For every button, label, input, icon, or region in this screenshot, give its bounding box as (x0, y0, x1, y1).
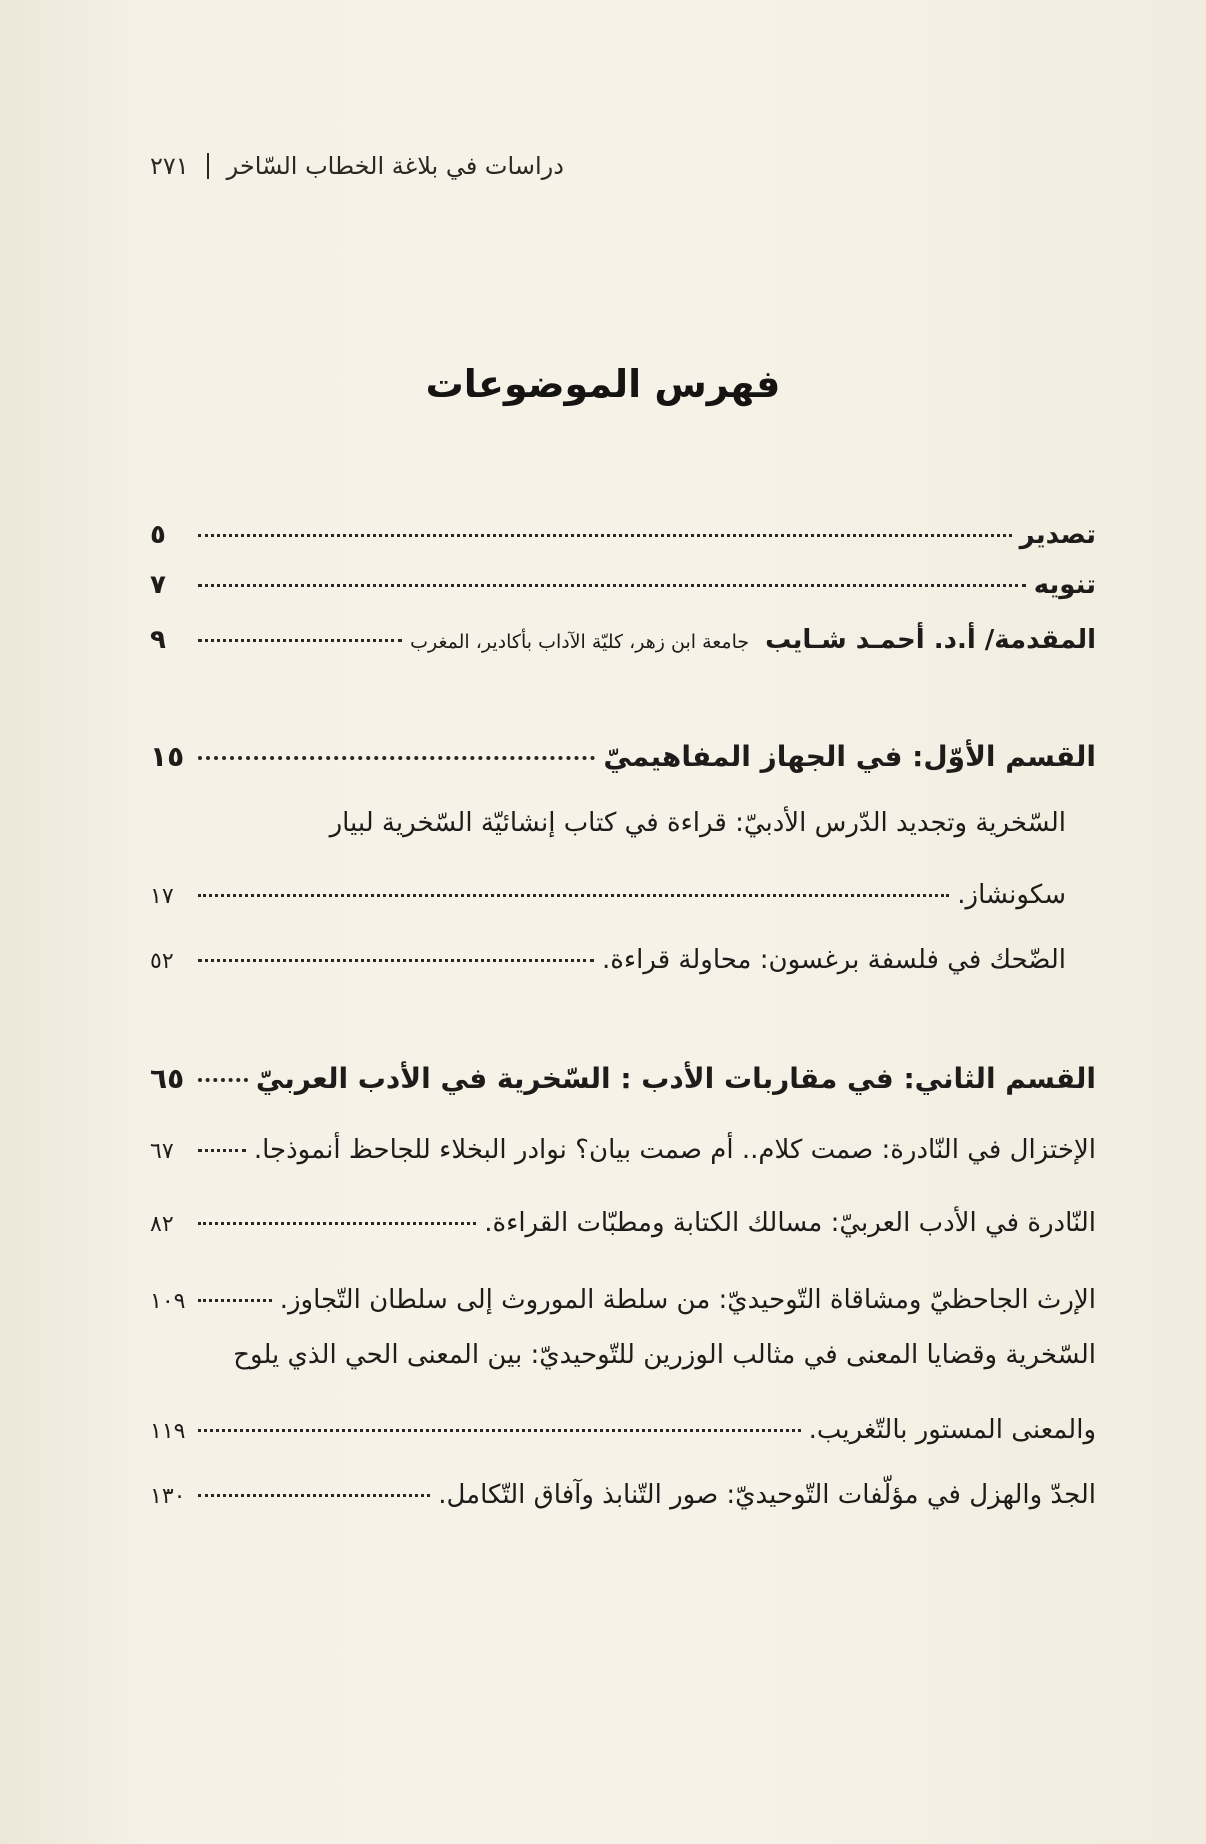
dot-leader (198, 534, 1012, 537)
toc-entry-label: تصدير (1019, 520, 1096, 550)
toc-chapter-entry[interactable] (150, 1135, 1096, 1165)
toc-chapter-entry[interactable] (150, 945, 1066, 975)
running-head-separator (207, 153, 209, 179)
toc-chapter-label: النّادرة في الأدب العربيّ: مسالك الكتابة ومطبّات القراءة. (484, 1208, 1096, 1238)
toc-chapter-label: الإختزال في النّادرة: صمت كلام.. أم صمت بيان؟ نوادر البخلاء للجاحظ أنموذجا. (253, 1135, 1096, 1165)
toc-chapter-line: السّخرية وقضايا المعنى في مثالب الوزرين للتّوحيديّ: بين المعنى الحي الذي يلوح (233, 1340, 1096, 1370)
toc-chapter-line: السّخرية وتجديد الدّرس الأدبيّ: قراءة في كتاب إنشائيّة السّخرية لبيار (329, 808, 1066, 838)
running-head (150, 152, 564, 180)
dot-leader (198, 1078, 248, 1082)
toc-chapter-entry[interactable] (150, 1208, 1096, 1238)
dot-leader (198, 1494, 430, 1497)
toc-chapter-page: ١١٩ (150, 1419, 186, 1444)
toc-chapter-entry[interactable] (150, 1415, 1096, 1445)
page-title: فهرس الموضوعات (425, 362, 781, 406)
toc-chapter-page: ١٠٩ (150, 1289, 186, 1314)
dot-leader (198, 1299, 272, 1302)
toc-chapter-label: والمعنى المستور بالتّغريب. (808, 1415, 1096, 1445)
toc-entry-page: ٥ (150, 520, 166, 550)
toc-part-heading[interactable] (150, 1062, 1096, 1095)
dot-leader (198, 1429, 801, 1432)
toc-part-heading[interactable] (150, 740, 1096, 773)
dot-leader (198, 1149, 246, 1152)
toc-part-page: ٦٥ (150, 1062, 185, 1095)
toc-chapter-page: ٦٧ (150, 1139, 174, 1164)
running-head-page-number: ٢٧١ (150, 152, 189, 180)
toc-entry-label: المقدمة/ أ.د. أحمـد شـايب (765, 625, 1096, 655)
dot-leader (198, 1222, 476, 1225)
toc-entry-label: تنويه (1033, 570, 1096, 600)
toc-entry-page: ٩ (150, 625, 166, 655)
toc-entry-affiliation: جامعة ابن زهر، كليّة الآداب بأكادير، المغرب (410, 631, 750, 653)
toc-entry-front-matter[interactable] (150, 570, 1096, 600)
toc-part-page: ١٥ (150, 740, 185, 773)
dot-leader (198, 959, 594, 962)
toc-chapter-label: الجدّ والهزل في مؤلّفات التّوحيديّ: صور التّنابذ وآفاق التّكامل. (438, 1480, 1096, 1510)
toc-chapter-label: الإرث الجاحظيّ ومشاقاة التّوحيديّ: من سلطة الموروث إلى سلطان التّجاوز. (279, 1285, 1096, 1315)
toc-chapter-entry[interactable] (150, 1480, 1096, 1510)
toc-part-label: القسم الأوّل: في الجهاز المفاهيميّ (603, 740, 1096, 773)
toc-part-label: القسم الثاني: في مقاربات الأدب : السّخرية في الأدب العربيّ (255, 1062, 1096, 1095)
running-head-title: دراسات في بلاغة الخطاب السّاخر (226, 152, 564, 180)
toc-chapter-entry[interactable] (150, 1285, 1096, 1315)
dot-leader (198, 756, 595, 760)
toc-chapter-page: ١٣٠ (150, 1484, 186, 1509)
toc-entry-front-matter[interactable] (150, 520, 1096, 550)
toc-chapter-page: ١٧ (150, 884, 174, 909)
dot-leader (198, 639, 402, 642)
toc-chapter-label: الضّحك في فلسفة برغسون: محاولة قراءة. (602, 945, 1066, 975)
toc-chapter-page: ٥٢ (150, 949, 174, 974)
dot-leader (198, 894, 949, 897)
toc-chapter-label: سكونشاز. (957, 880, 1066, 910)
toc-chapter-entry[interactable] (150, 880, 1066, 910)
toc-entry-page: ٧ (150, 570, 166, 600)
toc-chapter-page: ٨٢ (150, 1212, 174, 1237)
dot-leader (198, 584, 1026, 587)
toc-entry-introduction[interactable] (150, 625, 1096, 655)
